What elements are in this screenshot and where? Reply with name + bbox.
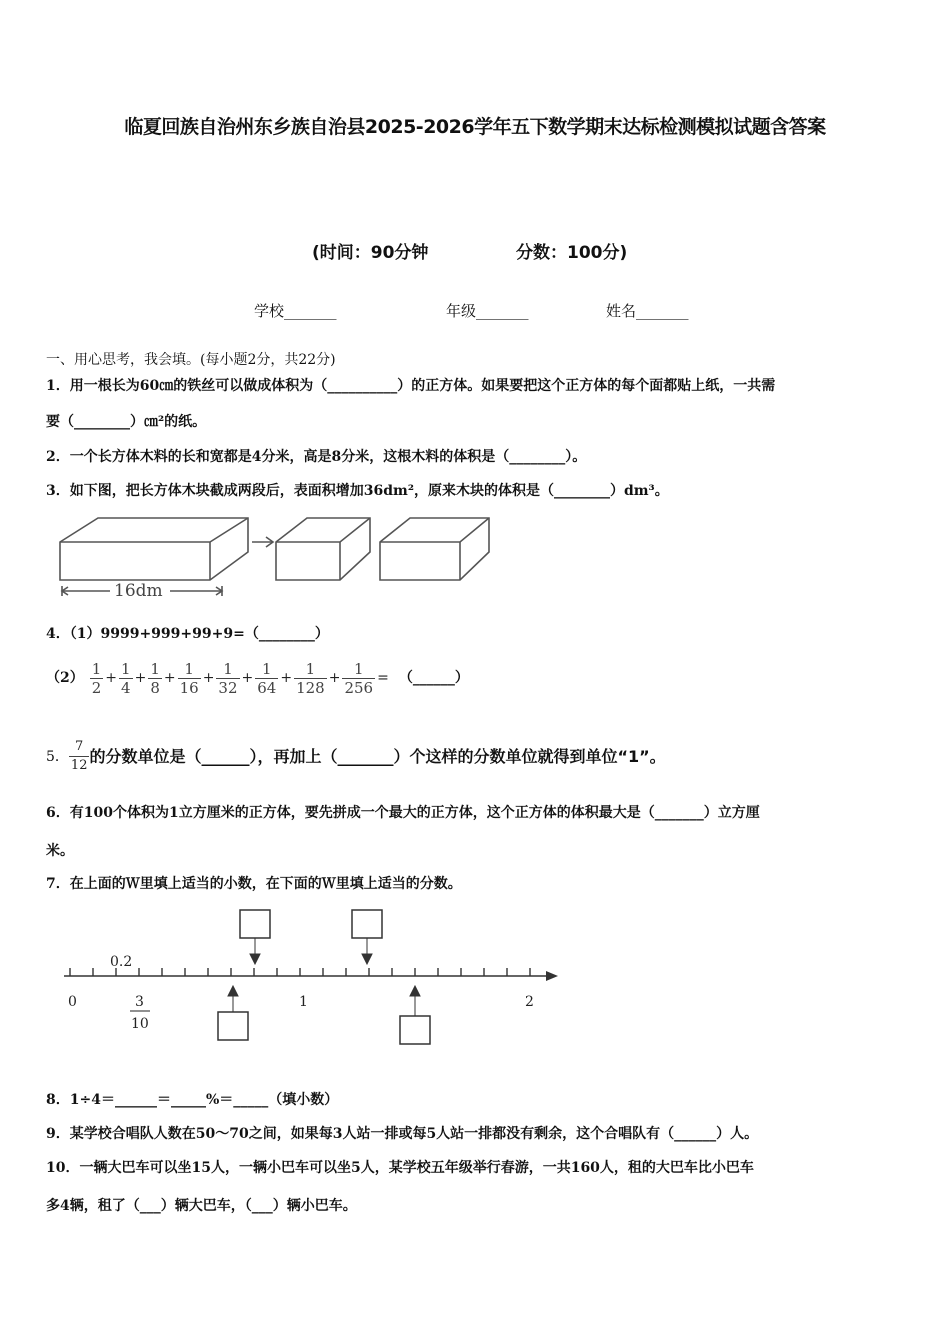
- answer-box-top-2[interactable]: [352, 910, 382, 938]
- fraction-term: [342, 660, 375, 697]
- fraction-numerator: 1: [342, 660, 375, 679]
- arrow-up-1: [228, 986, 238, 1012]
- question-6-line-2: 米。: [46, 843, 74, 859]
- score-label: 分数：100分): [516, 243, 628, 263]
- number-line-figure: [56, 906, 566, 1046]
- fraction-numerator: 1: [150, 659, 160, 678]
- plus-sign: +: [163, 670, 176, 686]
- fraction-term: [294, 660, 327, 697]
- fraction-numerator: 1: [91, 659, 102, 678]
- question-5-text: 的分数单位是（______），再加上（_______）个这样的分数单位就得到单位“1”。: [89, 746, 666, 766]
- plus-sign: +: [202, 670, 215, 686]
- question-4-line-1: 4．（1）9999+999+99+9=（________）: [46, 626, 329, 642]
- exam-title: 临夏回族自治州东乡族自治县2025-2026学年五下数学期末达标检测模拟试题含答案: [124, 116, 826, 138]
- question-5-fraction: [69, 738, 90, 775]
- plus-sign: +: [134, 670, 147, 686]
- answer-box-bottom-2[interactable]: [400, 1016, 430, 1044]
- fraction-denominator: 256: [344, 678, 374, 697]
- name-field: 姓名_______: [606, 302, 689, 320]
- fraction-denominator: 8: [150, 678, 160, 697]
- question-4-part-2-label: （2）: [46, 670, 84, 686]
- question-4-blank: （______）: [398, 670, 469, 686]
- question-10-line-1: 10．一辆大巴车可以坐15人，一辆小巴车可以坐5人，某学校五年级举行春游，一共160人，租的大巴车比小巴车: [46, 1160, 754, 1176]
- arrow-up-2: [410, 986, 420, 1016]
- fraction-denominator: 64: [257, 678, 277, 697]
- axis-arrow-head: [546, 971, 558, 981]
- label-1: 1: [299, 994, 308, 1010]
- question-6-line-1: 6．有100个体积为1立方厘米的正方体，要先拼成一个最大的正方体，这个正方体的体积最大是（_______）立方厘: [46, 805, 760, 821]
- answer-box-top-1[interactable]: [240, 910, 270, 938]
- fraction-term: [216, 660, 239, 697]
- question-5-number: 5．: [46, 748, 69, 765]
- fraction-numerator: 1: [216, 660, 239, 679]
- fraction-sum-expression: [90, 660, 391, 697]
- fraction-term: [119, 660, 133, 697]
- fraction-denominator: 32: [218, 678, 238, 697]
- fraction-numerator: 1: [121, 659, 131, 678]
- fraction-denominator: 16: [179, 678, 199, 697]
- fraction-term: [90, 660, 104, 697]
- plus-sign: +: [328, 670, 341, 686]
- cuboid-cut-figure: [52, 510, 497, 602]
- plus-sign: +: [105, 670, 118, 686]
- fraction-term: [178, 660, 201, 697]
- fraction-numerator: 1: [294, 660, 327, 679]
- plus-sign: +: [241, 670, 254, 686]
- plus-sign: +: [280, 670, 293, 686]
- question-1-line-2: 要（________）㎝²的纸。: [46, 414, 207, 430]
- question-10-line-2: 多4辆，租了（___）辆大巴车，（___）辆小巴车。: [46, 1198, 357, 1214]
- fraction-numerator: 1: [178, 660, 201, 679]
- fraction-numerator: 1: [255, 660, 278, 679]
- time-label: (时间：90分钟: [312, 243, 429, 263]
- fraction-denominator: 2: [91, 678, 102, 697]
- question-9: 9．某学校合唱队人数在50～70之间，如果每3人站一排或每5人站一排都没有剩余，这个合唱队有（______）人。: [46, 1126, 759, 1142]
- equals-sign: =: [377, 670, 389, 686]
- label-0: 0: [68, 994, 77, 1010]
- fraction-denominator: 128: [296, 678, 325, 697]
- question-7: 7．在上面的Ｗ里填上适当的小数，在下面的Ｗ里填上适当的分数。: [46, 876, 462, 892]
- question-2: 2．一个长方体木料的长和宽都是4分米，高是8分米，这根木料的体积是（________）。: [46, 449, 587, 465]
- answer-box-bottom-1[interactable]: [218, 1012, 248, 1040]
- label-0-2: 0.2: [110, 954, 133, 970]
- school-field: 学校_______: [254, 302, 337, 320]
- figure-length-label: 16dm: [114, 581, 163, 601]
- arrow-down-1: [250, 938, 260, 964]
- section-heading: 一、用心思考，我会填。(每小题2分，共22分): [46, 352, 336, 368]
- label-2: 2: [525, 994, 534, 1010]
- question-5-denominator: 12: [70, 758, 88, 773]
- grade-field: 年级_______: [446, 302, 529, 320]
- arrow-down-2: [362, 938, 372, 964]
- question-5: [46, 738, 666, 775]
- fraction-denominator: 10: [131, 1016, 149, 1032]
- question-3: 3．如下图，把长方体木块截成两段后，表面积增加36dm²，原来木块的体积是（________）dm³。: [46, 483, 669, 499]
- question-4-part-2: [46, 656, 469, 700]
- fraction-denominator: 4: [121, 678, 131, 697]
- fraction-term: [255, 660, 278, 697]
- question-8: 8．1÷4＝______＝_____%＝_____（填小数）: [46, 1092, 339, 1108]
- question-5-numerator: 7: [69, 738, 90, 757]
- question-1-line-1: 1．用一根长为60㎝的铁丝可以做成体积为（__________）的正方体。如果要把这个正方体的每个面都贴上纸，一共需: [46, 378, 776, 394]
- fraction-term: [148, 660, 162, 697]
- fraction-numerator: 3: [135, 994, 144, 1010]
